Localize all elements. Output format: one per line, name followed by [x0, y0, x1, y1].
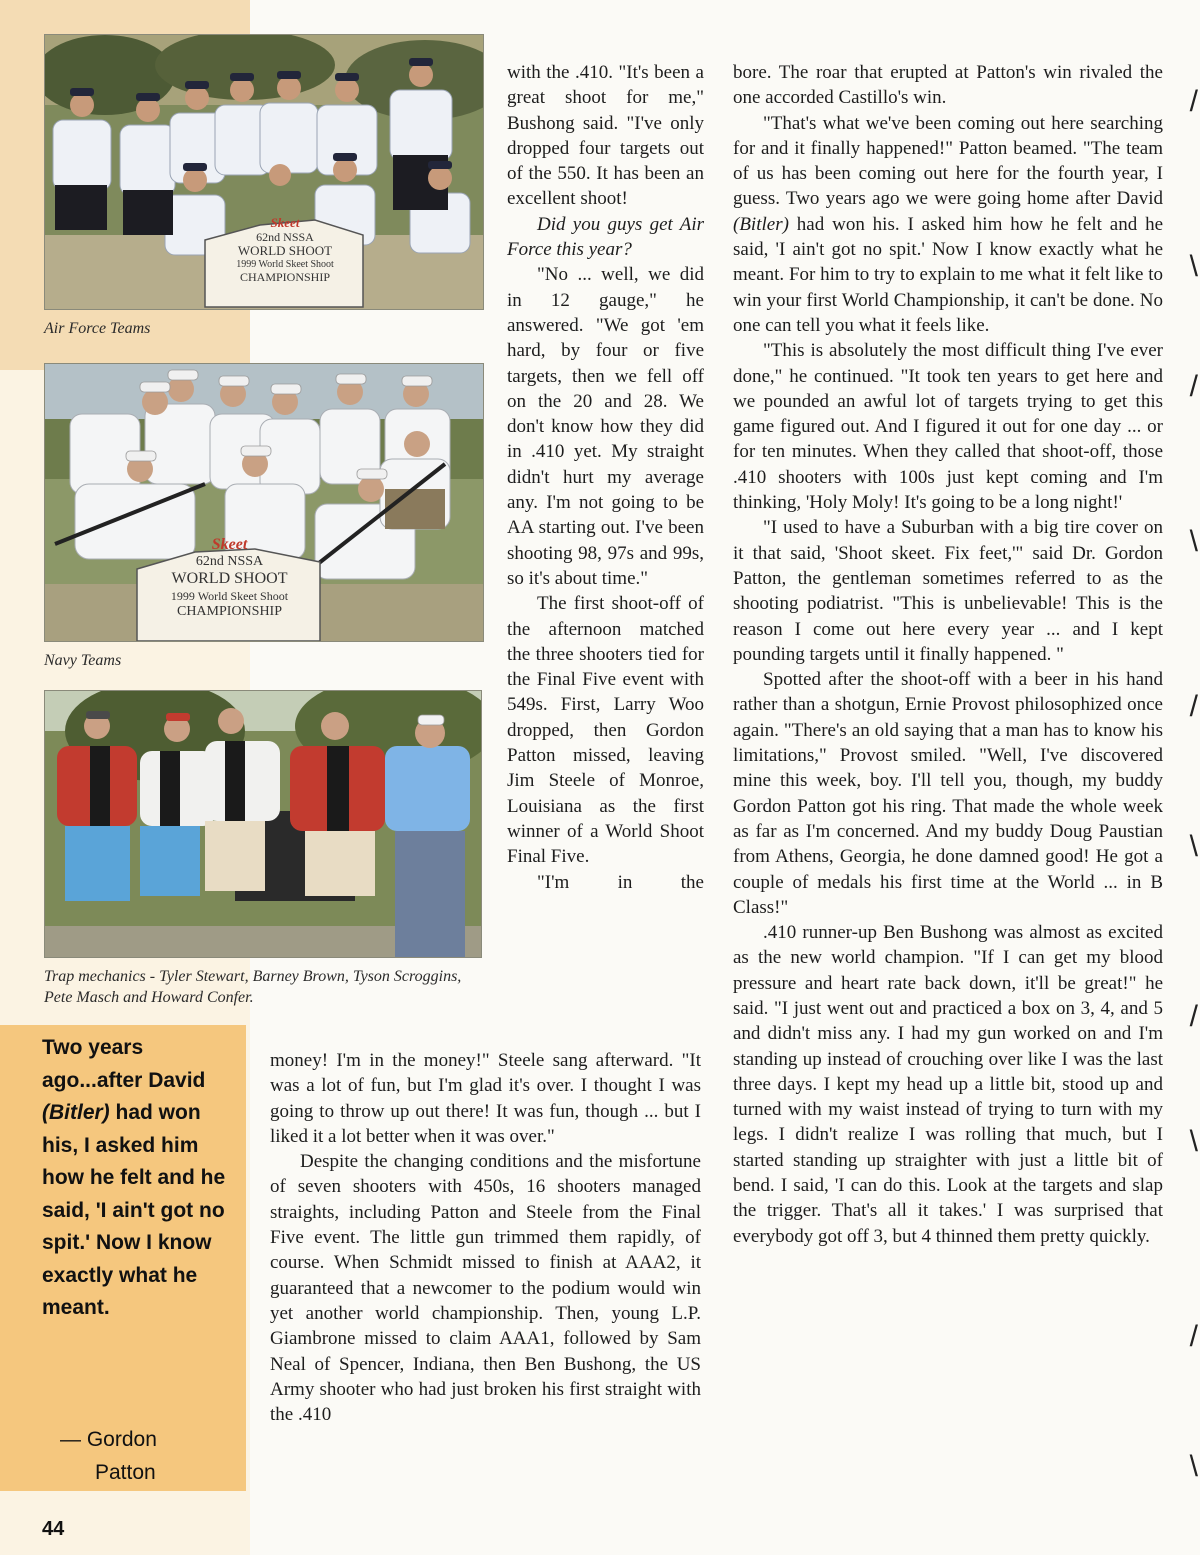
- sign-line-2: WORLD SHOOT: [237, 243, 333, 258]
- text-run: had won his. I asked him how he felt and he said, 'I ain't got no spit.' Now I know exactly what he meant. For him to try to explain to me what it felt like to win your first World Championship, it can't be done. No one can tell you what it feels like.: [733, 213, 1163, 336]
- sign-line-4: CHAMPIONSHIP: [239, 270, 331, 284]
- paragraph: [733, 111, 1163, 339]
- paragraph: bore. The roar that erupted at Patton's win rivaled the one accorded Castillo's win.: [733, 62, 1163, 109]
- text-run-italic: (Bitler): [733, 213, 789, 235]
- caption-trap-mechanics: Trap mechanics - Tyler Stewart, Barney Brown, Tyson Scroggins, Pete Masch and Howard Confer.: [44, 968, 462, 1006]
- photo-navy-teams: [44, 363, 484, 642]
- sign-line-1: 62nd NSSA: [256, 230, 314, 244]
- binding-mark: \: [1189, 250, 1198, 283]
- paragraph: .410 runner-up Ben Bushong was almost as excited as the new world champion. "If I can get my blood pressure and heart rate back down, it'll be great!" he said. "I just went out and practiced a box on 3, 4, and 5 and didn't miss any. I had my gun worked on and I'm standing up instead of crouching over like I was the last three days. I kept my head up a little bit, stood up and turned with my waist instead of trying to turn with my legs. I didn't realize I was rolling that much, but I started standing up straighter with just a little bit of bend. I said, 'I can do this. Look at the targets and slap the trigger. That's all it takes.' I was surprised that everybody got off 3, but 4 thinned them pretty quickly.: [733, 922, 1163, 1247]
- paragraph: money! I'm in the money!" Steele sang afterward. "It was a lot of fun, but I'm glad it's over. I thought I was going to throw up out there! It was fun, though ... but I liked it a lot better when it was over.": [270, 1050, 701, 1147]
- sign-line-4: CHAMPIONSHIP: [176, 604, 283, 619]
- text-run: "That's what we've been coming out here searching for and it finally happened!" Patton beamed. "The team of us has been coming out here for the fourth year, I guess. Two years ago we were going home after David: [733, 112, 1163, 210]
- binding-mark: /: [1189, 1320, 1198, 1353]
- paragraph: The first shoot-off of the afternoon matched the three shooters tied for the Final Five event with 549s. First, Larry Woo dropped, then Gordon Patton missed, leaving Jim Steele of Monroe, Louisiana as the first winner of a World Shoot Final Five.: [507, 593, 704, 868]
- paragraph: with the .410. "It's been a great shoot for me," Bushong said. "I've only dropped four targets out of the 550. It has been an excellent shoot!: [507, 62, 704, 210]
- paragraph: "No ... well, we did in 12 gauge," he answered. "We got 'em hard, by four or five targets, then we fell off on the 20 and 28. We don't know how they did in .410 yet. My straight didn't hurt my average any. I'm not going to be AA starting out. I've been shooting 98, 97s and 99s, so it's about time.": [507, 264, 704, 589]
- binding-mark: /: [1189, 85, 1198, 118]
- photo-trap-mechanics: [44, 690, 482, 958]
- attribution-line-2: Patton: [95, 1461, 156, 1484]
- question-text: Did you guys get Air Force this year?: [507, 213, 704, 261]
- paragraph: "This is absolutely the most difficult thing I've ever done," he continued. "It took ten years to get here and we pounded an awful lot of targets trying to get this game figured out. And I figured it out for one day ... or for ten minutes. When they called that shoot-off, those .410 shooters with 100s just kept coming and I'm thinking, 'Holy Moly! It's going to be a long night!': [733, 340, 1163, 514]
- page-number: 44: [42, 1518, 65, 1540]
- binding-mark: \: [1189, 830, 1198, 863]
- paragraph: Despite the changing conditions and the misfortune of seven shooters with 450s, 16 shooters managed straights, including Patton and Steele from the Final Five event. The little gun trimmed them rapidly, of course. When Schmidt missed to finish at AAA2, it guaranteed that a newcomer to the podium would win yet another world championship. Then, young L.P. Giambrone missed to claim AAA1, followed by Sam Neal of Spencer, Indiana, then Ben Bushong, the US Army shooter who had just broken his first straight with the .410: [270, 1151, 701, 1426]
- binding-mark: \: [1189, 1125, 1198, 1158]
- sign-line-3: 1999 World Skeet Shoot: [236, 259, 334, 270]
- binding-mark: /: [1189, 1000, 1198, 1033]
- skeet-logo: Skeet: [211, 536, 248, 553]
- photo-air-force-teams: [44, 34, 484, 310]
- caption-air-force: Air Force Teams: [44, 320, 151, 337]
- paragraph: "I used to have a Suburban with a big tire cover on it that said, 'Shoot skeet. Fix feet,'" said Dr. Gordon Patton, the gentleman sometimes referred to as the shooting podiatrist. "This is unbelievable! This is the reason I come out here every year ... and I kept pounding targets until it finally happened. ": [733, 517, 1163, 665]
- caption-navy: Navy Teams: [44, 652, 122, 669]
- binding-mark: /: [1189, 690, 1198, 723]
- pull-quote-text: [42, 1032, 242, 1325]
- paragraph: Spotted after the shoot-off with a beer in his hand rather than a shotgun, Ernie Provost philosophized once again. "There's an old saying that a man has to know his limitations," Provost smiled. "Well, I've discovered mine this week, boy. I'll tell you, though, my buddy Gordon Patton got his ring. That made the whole week as far as I'm concerned. And my buddy Doug Paustian from Athens, Georgia, he done damned good! He got a couple of medals his first time at the World ... in B Class!": [733, 669, 1163, 918]
- article-column-2: [733, 60, 1163, 1249]
- sign-line-1: 62nd NSSA: [195, 554, 264, 569]
- pull-quote-run: had won his, I asked him how he felt and he said, 'I ain't got no spit.' Now I know exactly what he meant.: [42, 1101, 226, 1319]
- paragraph: "I'm in the: [537, 871, 704, 893]
- sign-line-3: 1999 World Skeet Shoot: [170, 589, 289, 603]
- sign-line-2: WORLD SHOOT: [171, 570, 288, 587]
- pull-quote-run-italic: (Bitler): [42, 1101, 110, 1124]
- binding-mark: /: [1189, 370, 1198, 403]
- skeet-logo: Skeet: [270, 215, 300, 230]
- pull-quote-run: Two years ago...after David: [42, 1036, 206, 1092]
- binding-mark: \: [1189, 525, 1198, 558]
- article-column-1b: [270, 1048, 701, 1427]
- article-column-1a: [507, 60, 704, 895]
- binding-mark: \: [1189, 1450, 1198, 1483]
- paragraph-question: [507, 212, 704, 263]
- pull-quote-attribution: [60, 1423, 240, 1489]
- attribution-line-1: — Gordon: [60, 1428, 157, 1451]
